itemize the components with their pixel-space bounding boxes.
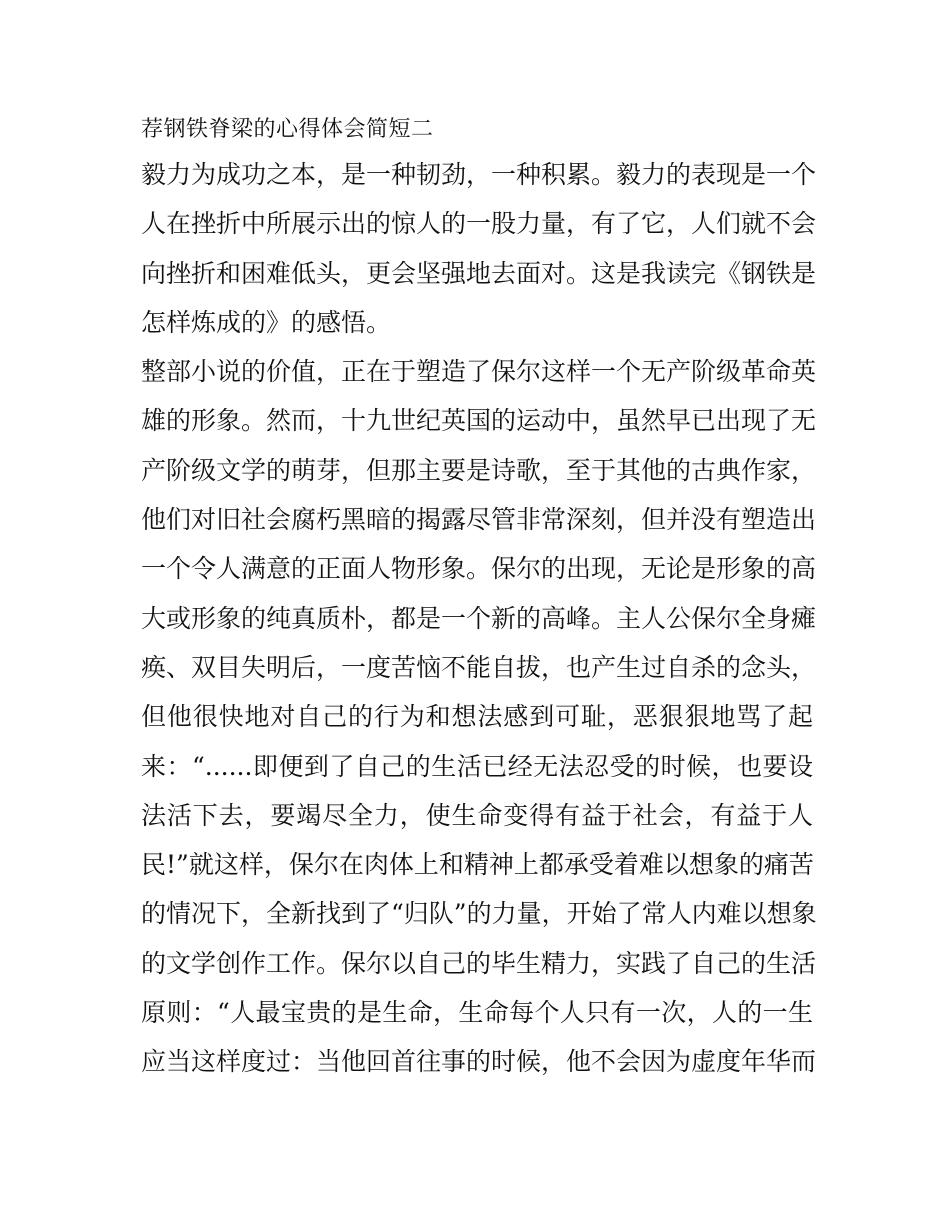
text-line: 痪、双目失明后，一度苦恼不能自拔，也产生过自杀的念头，	[141, 652, 817, 682]
document-body	[141, 110, 817, 1087]
text-line: 向挫折和困难低头，更会坚强地去面对。这是我读完《钢铁是	[141, 258, 817, 288]
paragraph-1	[141, 150, 817, 347]
text-line: 应当这样度过：当他回首往事的时候，他不会因为虚度年华而	[141, 1047, 817, 1077]
text-line: 法活下去，要竭尽全力，使生命变得有益于社会，有益于人	[141, 800, 813, 830]
text-line: 民!”就这样，保尔在肉体上和精神上都承受着难以想象的痛苦	[141, 850, 814, 880]
text-line: 他们对旧社会腐朽黑暗的揭露尽管非常深刻，但并没有塑造出	[141, 505, 817, 535]
text-line: 的情况下，全新找到了“归队”的力量，开始了常人内难以想象	[141, 899, 817, 929]
text-line: 人在挫折中所展示出的惊人的一股力量，有了它，人们就不会	[141, 209, 817, 239]
text-line: 雄的形象。然而，十九世纪英国的运动中，虽然早已出现了无	[141, 406, 817, 436]
text-line: 大或形象的纯真质朴，都是一个新的高峰。主人公保尔全身瘫	[141, 603, 817, 633]
text-line: 原则：“人最宝贵的是生命，生命每个人只有一次，人的一生	[141, 998, 813, 1028]
text-line: 整部小说的价值，正在于塑造了保尔这样一个无产阶级革命英	[141, 357, 817, 387]
text-line: 一个令人满意的正面人物形象。保尔的出现，无论是形象的高	[141, 554, 817, 584]
text-line: 怎样炼成的》的感悟。	[141, 307, 392, 337]
text-line: 毅力为成功之本，是一种韧劲，一种积累。毅力的表现是一个	[141, 160, 817, 189]
paragraph-2	[141, 347, 817, 1086]
text-line: 产阶级文学的萌芽，但那主要是诗歌，至于其他的古典作家，	[141, 455, 817, 485]
text-line: 的文学创作工作。保尔以自己的毕生精力，实践了自己的生活	[141, 948, 817, 978]
document-title: 荐钢铁脊梁的心得体会简短二	[141, 117, 434, 142]
text-line: 但他很快地对自己的行为和想法感到可耻，恶狠狠地骂了起	[141, 702, 813, 732]
text-line: 来：“......即便到了自己的生活已经无法忍受的时候，也要设	[141, 751, 813, 781]
